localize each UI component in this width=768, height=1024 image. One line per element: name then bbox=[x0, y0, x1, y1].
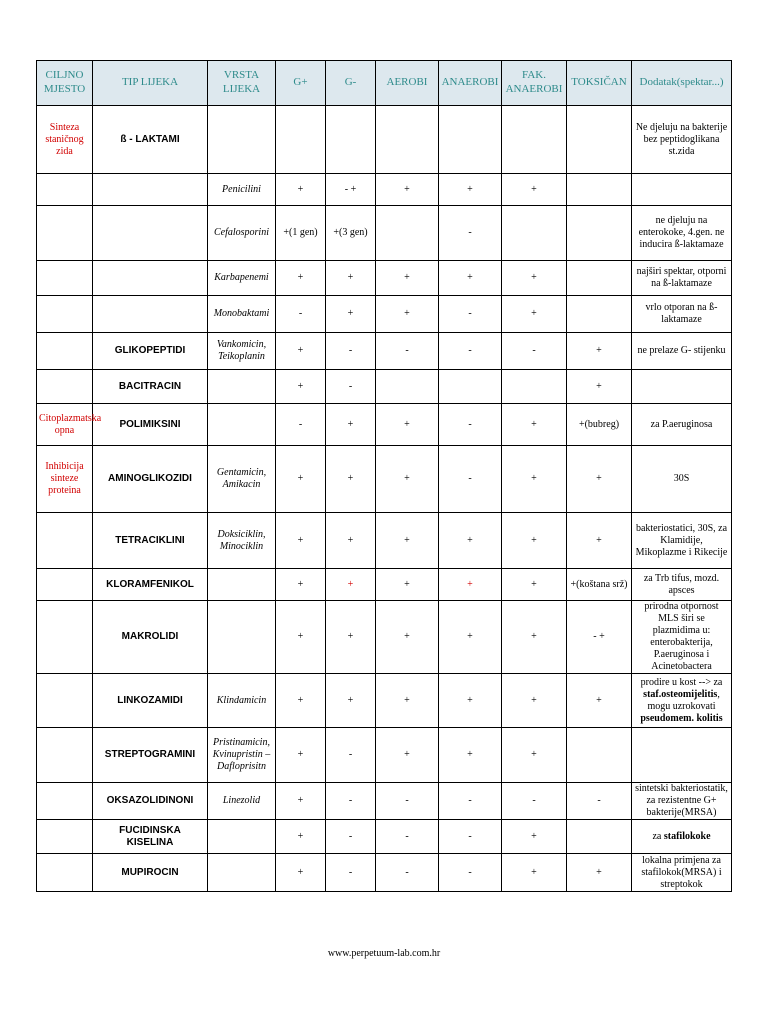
cell-g-plus: + bbox=[276, 174, 326, 206]
cell-g-minus: +(3 gen) bbox=[326, 206, 376, 261]
cell-g-plus: + bbox=[276, 820, 326, 854]
cell-g-minus: - bbox=[326, 783, 376, 820]
cell-kind: Klindamicin bbox=[208, 674, 276, 728]
cell-type: OKSAZOLIDINONI bbox=[93, 783, 208, 820]
table-row bbox=[37, 296, 732, 333]
cell-note: prodire u kost --> za staf.osteomijelitis, mogu uzrokovati pseudomem. kolitis bbox=[632, 674, 732, 728]
table-row bbox=[37, 601, 732, 674]
cell-g-plus: + bbox=[276, 261, 326, 296]
cell-site bbox=[37, 854, 93, 892]
header-vrsta-lijeka: VRSTA LIJEKA bbox=[208, 61, 276, 106]
cell-aerobi bbox=[376, 106, 439, 174]
cell-toksican: - + bbox=[567, 601, 632, 674]
cell-g-plus: + bbox=[276, 446, 326, 513]
cell-kind: Gentamicin, Amikacin bbox=[208, 446, 276, 513]
cell-aerobi: - bbox=[376, 854, 439, 892]
cell-g-plus: + bbox=[276, 728, 326, 783]
cell-g-plus: + bbox=[276, 370, 326, 404]
cell-type: ß - LAKTAMI bbox=[93, 106, 208, 174]
cell-toksican bbox=[567, 106, 632, 174]
cell-g-minus: + bbox=[326, 513, 376, 569]
table-row bbox=[37, 206, 732, 261]
table-row bbox=[37, 820, 732, 854]
cell-g-minus: - bbox=[326, 820, 376, 854]
header-g-minus: G- bbox=[326, 61, 376, 106]
cell-anaerobi: - bbox=[439, 854, 502, 892]
cell-anaerobi: + bbox=[439, 569, 502, 601]
footer-url: www.perpetuum-lab.com.hr bbox=[327, 948, 441, 959]
cell-g-plus: +(1 gen) bbox=[276, 206, 326, 261]
header-anaerobi: ANAEROBI bbox=[439, 61, 502, 106]
cell-kind: Karbapenemi bbox=[208, 261, 276, 296]
cell-fak-anaerobi bbox=[502, 106, 567, 174]
cell-g-plus: + bbox=[276, 569, 326, 601]
cell-toksican: + bbox=[567, 370, 632, 404]
cell-site: Inhibicija sinteze proteina bbox=[37, 446, 93, 513]
cell-g-plus: + bbox=[276, 513, 326, 569]
cell-toksican bbox=[567, 206, 632, 261]
cell-type: POLIMIKSINI bbox=[93, 404, 208, 446]
cell-fak-anaerobi: + bbox=[502, 446, 567, 513]
cell-anaerobi: + bbox=[439, 674, 502, 728]
cell-aerobi: + bbox=[376, 728, 439, 783]
cell-g-minus: + bbox=[326, 296, 376, 333]
cell-site bbox=[37, 206, 93, 261]
table-row bbox=[37, 674, 732, 728]
cell-g-plus: + bbox=[276, 674, 326, 728]
cell-toksican bbox=[567, 820, 632, 854]
cell-fak-anaerobi: + bbox=[502, 296, 567, 333]
cell-g-minus: - bbox=[326, 333, 376, 370]
cell-note bbox=[632, 370, 732, 404]
cell-toksican: +(bubreg) bbox=[567, 404, 632, 446]
cell-g-minus: + bbox=[326, 404, 376, 446]
cell-toksican: + bbox=[567, 333, 632, 370]
cell-note: 30S bbox=[632, 446, 732, 513]
cell-g-plus: + bbox=[276, 783, 326, 820]
cell-aerobi: + bbox=[376, 513, 439, 569]
cell-g-minus: - + bbox=[326, 174, 376, 206]
header-row bbox=[37, 61, 732, 106]
cell-note: ne prelaze G- stijenku bbox=[632, 333, 732, 370]
cell-type: MUPIROCIN bbox=[93, 854, 208, 892]
cell-type: STREPTOGRAMINI bbox=[93, 728, 208, 783]
cell-note: vrlo otporan na ß-laktamaze bbox=[632, 296, 732, 333]
cell-anaerobi bbox=[439, 370, 502, 404]
cell-aerobi: + bbox=[376, 296, 439, 333]
cell-g-minus: - bbox=[326, 370, 376, 404]
cell-toksican bbox=[567, 296, 632, 333]
cell-site bbox=[37, 783, 93, 820]
table-row bbox=[37, 446, 732, 513]
cell-kind: Doksiciklin, Minociklin bbox=[208, 513, 276, 569]
cell-note bbox=[632, 728, 732, 783]
cell-kind: Cefalosporini bbox=[208, 206, 276, 261]
cell-kind bbox=[208, 370, 276, 404]
cell-toksican: + bbox=[567, 446, 632, 513]
cell-note: Ne djeluju na bakterije bez peptidoglikana st.zida bbox=[632, 106, 732, 174]
cell-anaerobi: + bbox=[439, 513, 502, 569]
cell-type: TETRACIKLINI bbox=[93, 513, 208, 569]
cell-type bbox=[93, 174, 208, 206]
cell-type bbox=[93, 296, 208, 333]
cell-site bbox=[37, 674, 93, 728]
cell-fak-anaerobi: + bbox=[502, 174, 567, 206]
cell-site: Sinteza staničnog zida bbox=[37, 106, 93, 174]
cell-g-minus bbox=[326, 106, 376, 174]
cell-site: Citoplazmatska opna bbox=[37, 404, 93, 446]
cell-kind: Pristinamicin, Kvinupristin – Dafloprisitn bbox=[208, 728, 276, 783]
cell-fak-anaerobi: + bbox=[502, 674, 567, 728]
cell-fak-anaerobi: + bbox=[502, 820, 567, 854]
cell-site bbox=[37, 296, 93, 333]
header-aerobi: AEROBI bbox=[376, 61, 439, 106]
cell-site bbox=[37, 370, 93, 404]
cell-aerobi: + bbox=[376, 601, 439, 674]
cell-note: sintetski bakteriostatik, za rezistentne G+ bakterije(MRSA) bbox=[632, 783, 732, 820]
table-row bbox=[37, 333, 732, 370]
cell-g-plus: + bbox=[276, 854, 326, 892]
cell-fak-anaerobi: + bbox=[502, 261, 567, 296]
table-row bbox=[37, 174, 732, 206]
cell-kind bbox=[208, 404, 276, 446]
header-g-plus: G+ bbox=[276, 61, 326, 106]
cell-site bbox=[37, 174, 93, 206]
header-fak-anaerobi: FAK. ANAEROBI bbox=[502, 61, 567, 106]
cell-anaerobi: - bbox=[439, 820, 502, 854]
cell-note: ne djeluju na enterokoke, 4.gen. ne inducira ß-laktamaze bbox=[632, 206, 732, 261]
cell-note bbox=[632, 174, 732, 206]
cell-toksican: +(koštana srž) bbox=[567, 569, 632, 601]
cell-kind bbox=[208, 854, 276, 892]
cell-note: za stafilokoke bbox=[632, 820, 732, 854]
header-dodatak: Dodatak(spektar...) bbox=[632, 61, 732, 106]
cell-aerobi: + bbox=[376, 404, 439, 446]
cell-g-minus: + bbox=[326, 569, 376, 601]
table-row bbox=[37, 569, 732, 601]
table-row bbox=[37, 370, 732, 404]
table-row bbox=[37, 404, 732, 446]
cell-kind bbox=[208, 601, 276, 674]
cell-fak-anaerobi: - bbox=[502, 783, 567, 820]
cell-g-minus: - bbox=[326, 728, 376, 783]
cell-kind: Linezolid bbox=[208, 783, 276, 820]
cell-aerobi bbox=[376, 206, 439, 261]
cell-kind: Vankomicin, Teikoplanin bbox=[208, 333, 276, 370]
cell-aerobi: + bbox=[376, 674, 439, 728]
cell-site bbox=[37, 333, 93, 370]
cell-aerobi: + bbox=[376, 446, 439, 513]
cell-site bbox=[37, 569, 93, 601]
header-ciljno-mjesto: CILJNO MJESTO bbox=[37, 61, 93, 106]
cell-anaerobi: + bbox=[439, 728, 502, 783]
cell-toksican: - bbox=[567, 783, 632, 820]
cell-type: BACITRACIN bbox=[93, 370, 208, 404]
cell-toksican bbox=[567, 261, 632, 296]
cell-anaerobi: - bbox=[439, 333, 502, 370]
cell-toksican bbox=[567, 174, 632, 206]
cell-note: za Trb tifus, mozd. apsces bbox=[632, 569, 732, 601]
cell-g-minus: + bbox=[326, 446, 376, 513]
cell-g-plus: - bbox=[276, 404, 326, 446]
cell-anaerobi: + bbox=[439, 601, 502, 674]
cell-g-plus: + bbox=[276, 601, 326, 674]
cell-kind: Penicilini bbox=[208, 174, 276, 206]
table-row bbox=[37, 854, 732, 892]
cell-type: AMINOGLIKOZIDI bbox=[93, 446, 208, 513]
cell-aerobi: - bbox=[376, 333, 439, 370]
cell-g-minus: - bbox=[326, 854, 376, 892]
cell-type bbox=[93, 206, 208, 261]
cell-fak-anaerobi: + bbox=[502, 728, 567, 783]
cell-fak-anaerobi bbox=[502, 370, 567, 404]
cell-fak-anaerobi: + bbox=[502, 513, 567, 569]
cell-toksican bbox=[567, 728, 632, 783]
antibiotics-table bbox=[36, 60, 732, 892]
cell-note: za P.aeruginosa bbox=[632, 404, 732, 446]
cell-g-plus bbox=[276, 106, 326, 174]
cell-toksican: + bbox=[567, 513, 632, 569]
cell-site bbox=[37, 601, 93, 674]
cell-kind bbox=[208, 569, 276, 601]
cell-note: bakteriostatici, 30S, za Klamidije, Mikoplazme i Rikecije bbox=[632, 513, 732, 569]
cell-type: FUCIDINSKA KISELINA bbox=[93, 820, 208, 854]
cell-g-minus: + bbox=[326, 601, 376, 674]
cell-aerobi: + bbox=[376, 261, 439, 296]
cell-site bbox=[37, 820, 93, 854]
cell-anaerobi: + bbox=[439, 174, 502, 206]
cell-anaerobi: - bbox=[439, 783, 502, 820]
cell-type: MAKROLIDI bbox=[93, 601, 208, 674]
cell-fak-anaerobi: + bbox=[502, 854, 567, 892]
cell-anaerobi: - bbox=[439, 446, 502, 513]
cell-fak-anaerobi: + bbox=[502, 601, 567, 674]
cell-note: najširi spektar, otporni na ß-laktamaze bbox=[632, 261, 732, 296]
cell-note: lokalna primjena za stafilokok(MRSA) i streptokok bbox=[632, 854, 732, 892]
cell-kind: Monobaktami bbox=[208, 296, 276, 333]
cell-toksican: + bbox=[567, 674, 632, 728]
table-row bbox=[37, 728, 732, 783]
cell-anaerobi: - bbox=[439, 296, 502, 333]
cell-g-plus: + bbox=[276, 333, 326, 370]
cell-type bbox=[93, 261, 208, 296]
cell-toksican: + bbox=[567, 854, 632, 892]
cell-fak-anaerobi: + bbox=[502, 569, 567, 601]
cell-kind bbox=[208, 820, 276, 854]
cell-aerobi: + bbox=[376, 569, 439, 601]
table-row bbox=[37, 261, 732, 296]
table-row bbox=[37, 513, 732, 569]
cell-type: GLIKOPEPTIDI bbox=[93, 333, 208, 370]
cell-fak-anaerobi: - bbox=[502, 333, 567, 370]
cell-g-minus: + bbox=[326, 261, 376, 296]
cell-type: KLORAMFENIKOL bbox=[93, 569, 208, 601]
cell-aerobi bbox=[376, 370, 439, 404]
cell-aerobi: - bbox=[376, 783, 439, 820]
cell-site bbox=[37, 261, 93, 296]
table-row bbox=[37, 783, 732, 820]
cell-anaerobi: - bbox=[439, 404, 502, 446]
header-toksican: TOKSIČAN bbox=[567, 61, 632, 106]
table-row bbox=[37, 106, 732, 174]
cell-aerobi: + bbox=[376, 174, 439, 206]
cell-kind bbox=[208, 106, 276, 174]
cell-anaerobi: + bbox=[439, 261, 502, 296]
cell-type: LINKOZAMIDI bbox=[93, 674, 208, 728]
cell-anaerobi bbox=[439, 106, 502, 174]
cell-aerobi: - bbox=[376, 820, 439, 854]
cell-fak-anaerobi bbox=[502, 206, 567, 261]
table-body bbox=[37, 106, 732, 892]
cell-anaerobi: - bbox=[439, 206, 502, 261]
cell-g-minus: + bbox=[326, 674, 376, 728]
cell-site bbox=[37, 513, 93, 569]
header-tip-lijeka: TIP LIJEKA bbox=[93, 61, 208, 106]
cell-fak-anaerobi: + bbox=[502, 404, 567, 446]
cell-note: prirodna otpornost MLS širi se plazmidima u: enterobakterija, P.aeruginosa i Acinetobactera bbox=[632, 601, 732, 674]
cell-g-plus: - bbox=[276, 296, 326, 333]
cell-site bbox=[37, 728, 93, 783]
